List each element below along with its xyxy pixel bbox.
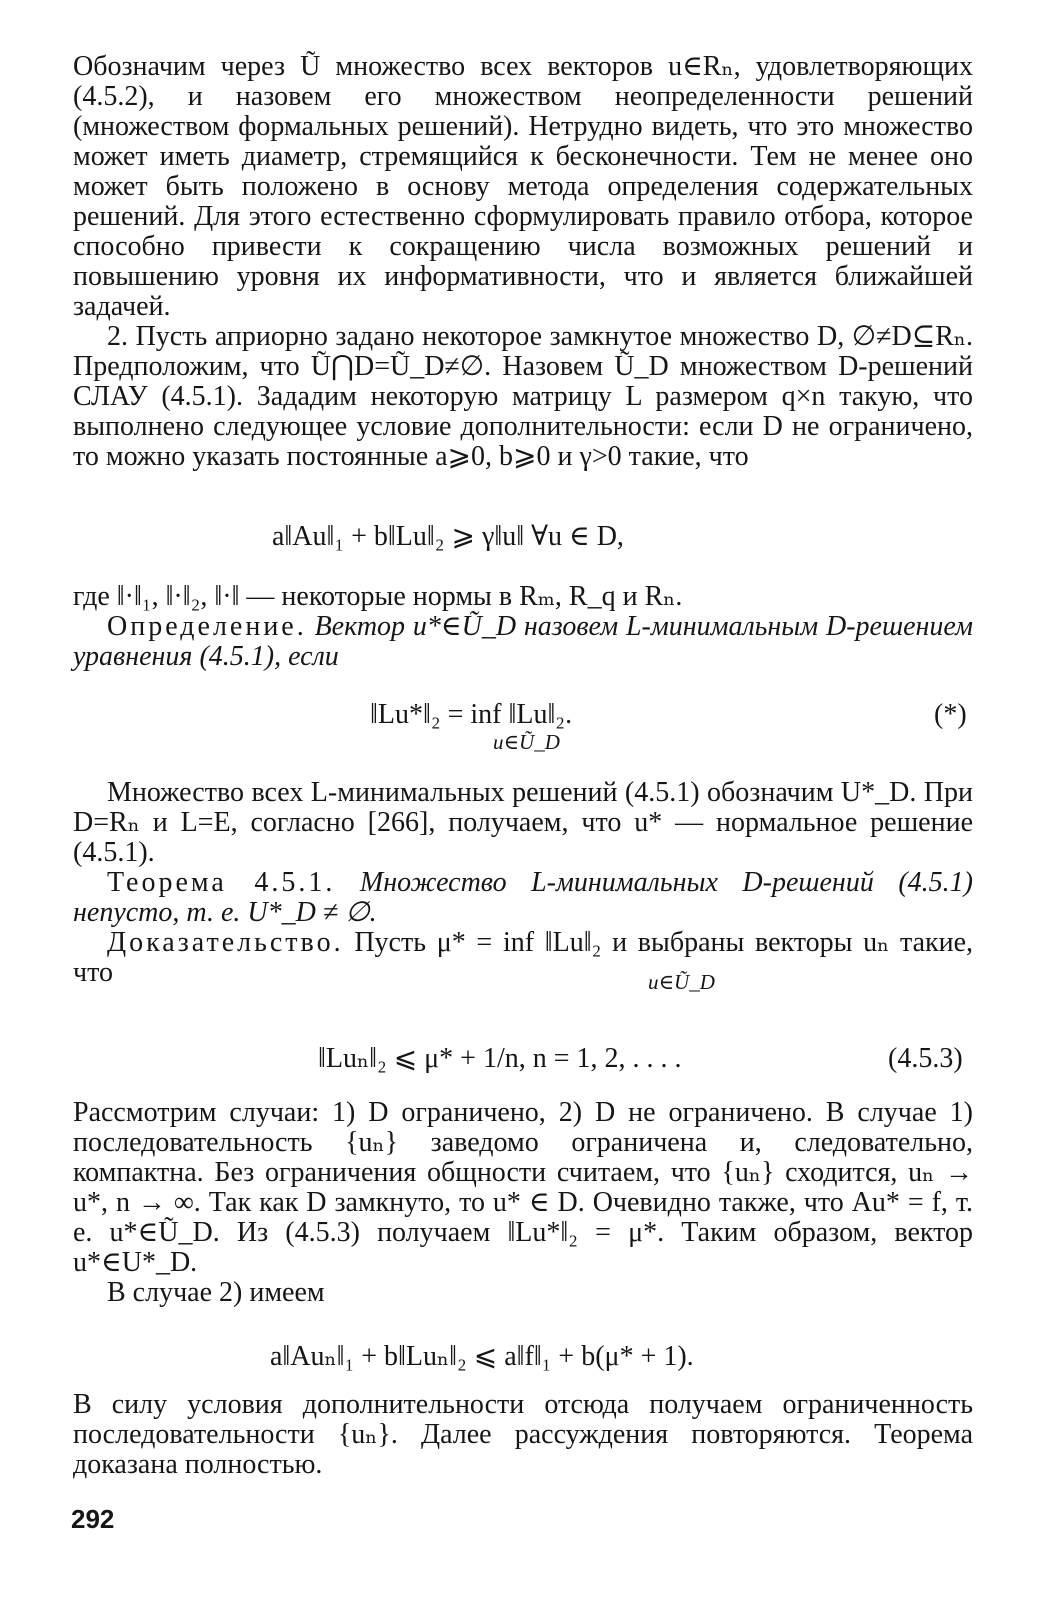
paragraph-cases: Рассмотрим случаи: 1) D ограничено, 2) D не ограничено. В случае 1) последовательность {uₙ} заведомо ограничена и, следовательно, компактна. Без ограничения общности считаем, что {uₙ} сходится, uₙ → u*, n → ∞. Так как D замкнуто, то u* ∈ D. Очевидно также, что Au* = f, т. е. u*∈Ũ_D. Из (4.5.3) получаем ‖Lu*‖₂ = μ*. Таким образом, вектор u*∈U*_D. — [73, 1097, 973, 1278]
text-block-middle — [73, 582, 973, 672]
theorem-label: Теорема 4.5.1. — [107, 867, 336, 898]
paragraph-definition — [73, 612, 973, 672]
equation-number-4-5-3: (4.5.3) — [888, 1043, 963, 1074]
text-block-theorem — [73, 778, 973, 988]
equation-l-minimal-subscript: u∈Ũ_D — [493, 730, 560, 754]
proof-text: Пусть μ* = inf ‖Lu‖₂ и выбраны векторы uₙ такие, что — [73, 927, 974, 988]
page-number: 292 — [71, 1504, 115, 1534]
equation-complementarity: a‖Au‖₁ + b‖Lu‖₂ ⩾ γ‖u‖ ∀u ∈ D, — [272, 521, 624, 552]
equation-number-star: (*) — [934, 699, 967, 730]
paragraph-proof — [73, 928, 973, 988]
paragraph-l-minimal-set: Множество всех L-минимальных решений (4.5.1) обозначим U*_D. При D=Rₙ и L=E, согласно [266], получаем, что u* — нормальное решение (4.5.1). — [73, 777, 973, 868]
proof-label: Доказательство. — [107, 927, 344, 958]
paragraph-d-solutions: 2. Пусть априорно задано некоторое замкнутое множество D, ∅≠D⊆Rₙ. Предположим, что Ũ⋂D=Ũ_D≠∅. Назовем Ũ_D множеством D-решений СЛАУ (4.5.1). Зададим некоторую матрицу L размером q×n такую, что выполнено следующее условие дополнительности: если D не ограничено, то можно указать постоянные a⩾0, b⩾0 и γ>0 такие, что — [73, 321, 973, 472]
equation-case-two-bound: a‖Auₙ‖₁ + b‖Luₙ‖₂ ⩽ a‖f‖₁ + b(μ* + 1). — [270, 1341, 694, 1372]
paragraph-uncertainty-set: Обозначим через Ũ множество всех векторов u∈Rₙ, удовлетворяющих (4.5.2), и назовем его множеством неопределенности решений (множеством формальных решений). Нетрудно видеть, что это множество может иметь диаметр, стремящийся к бесконечности. Тем не менее оно может быть положено в основу метода определения содержательных решений. Для этого естественно сформулировать правило отбора, которое способно привести к сокращению числа возможных решений и повышению уровня их информативности, что и является ближайшей задачей. — [73, 51, 973, 322]
text-block-conclusion — [73, 1390, 973, 1480]
text-block-top — [73, 52, 973, 472]
theorem-text: Множество L-минимальных D-решений (4.5.1) непусто, т. е. U*_D ≠ ∅. — [73, 867, 973, 928]
proof-inf-subscript: u∈Ũ_D — [648, 970, 715, 994]
paragraph-conclusion: В силу условия дополнительности отсюда получаем ограниченность последовательности {uₙ}. Далее рассуждения повторяются. Теорема доказана полностью. — [73, 1389, 973, 1480]
paragraph-case-two: В случае 2) имеем — [107, 1277, 325, 1308]
text-block-cases — [73, 1098, 973, 1308]
equation-l-minimal: ‖Lu*‖₂ = inf ‖Lu‖₂. — [370, 699, 573, 730]
definition-text: Вектор u*∈Ũ_D назовем L-минимальным D-решением уравнения (4.5.1), если — [73, 611, 974, 672]
paragraph-norms: где ‖·‖₁, ‖·‖₂, ‖·‖ — некоторые нормы в Rₘ, R_q и Rₙ. — [73, 581, 683, 612]
paragraph-theorem — [73, 868, 973, 928]
definition-label: Определение. — [107, 611, 307, 642]
equation-sequence-bound: ‖Luₙ‖₂ ⩽ μ* + 1/n, n = 1, 2, . . . . — [318, 1043, 682, 1074]
